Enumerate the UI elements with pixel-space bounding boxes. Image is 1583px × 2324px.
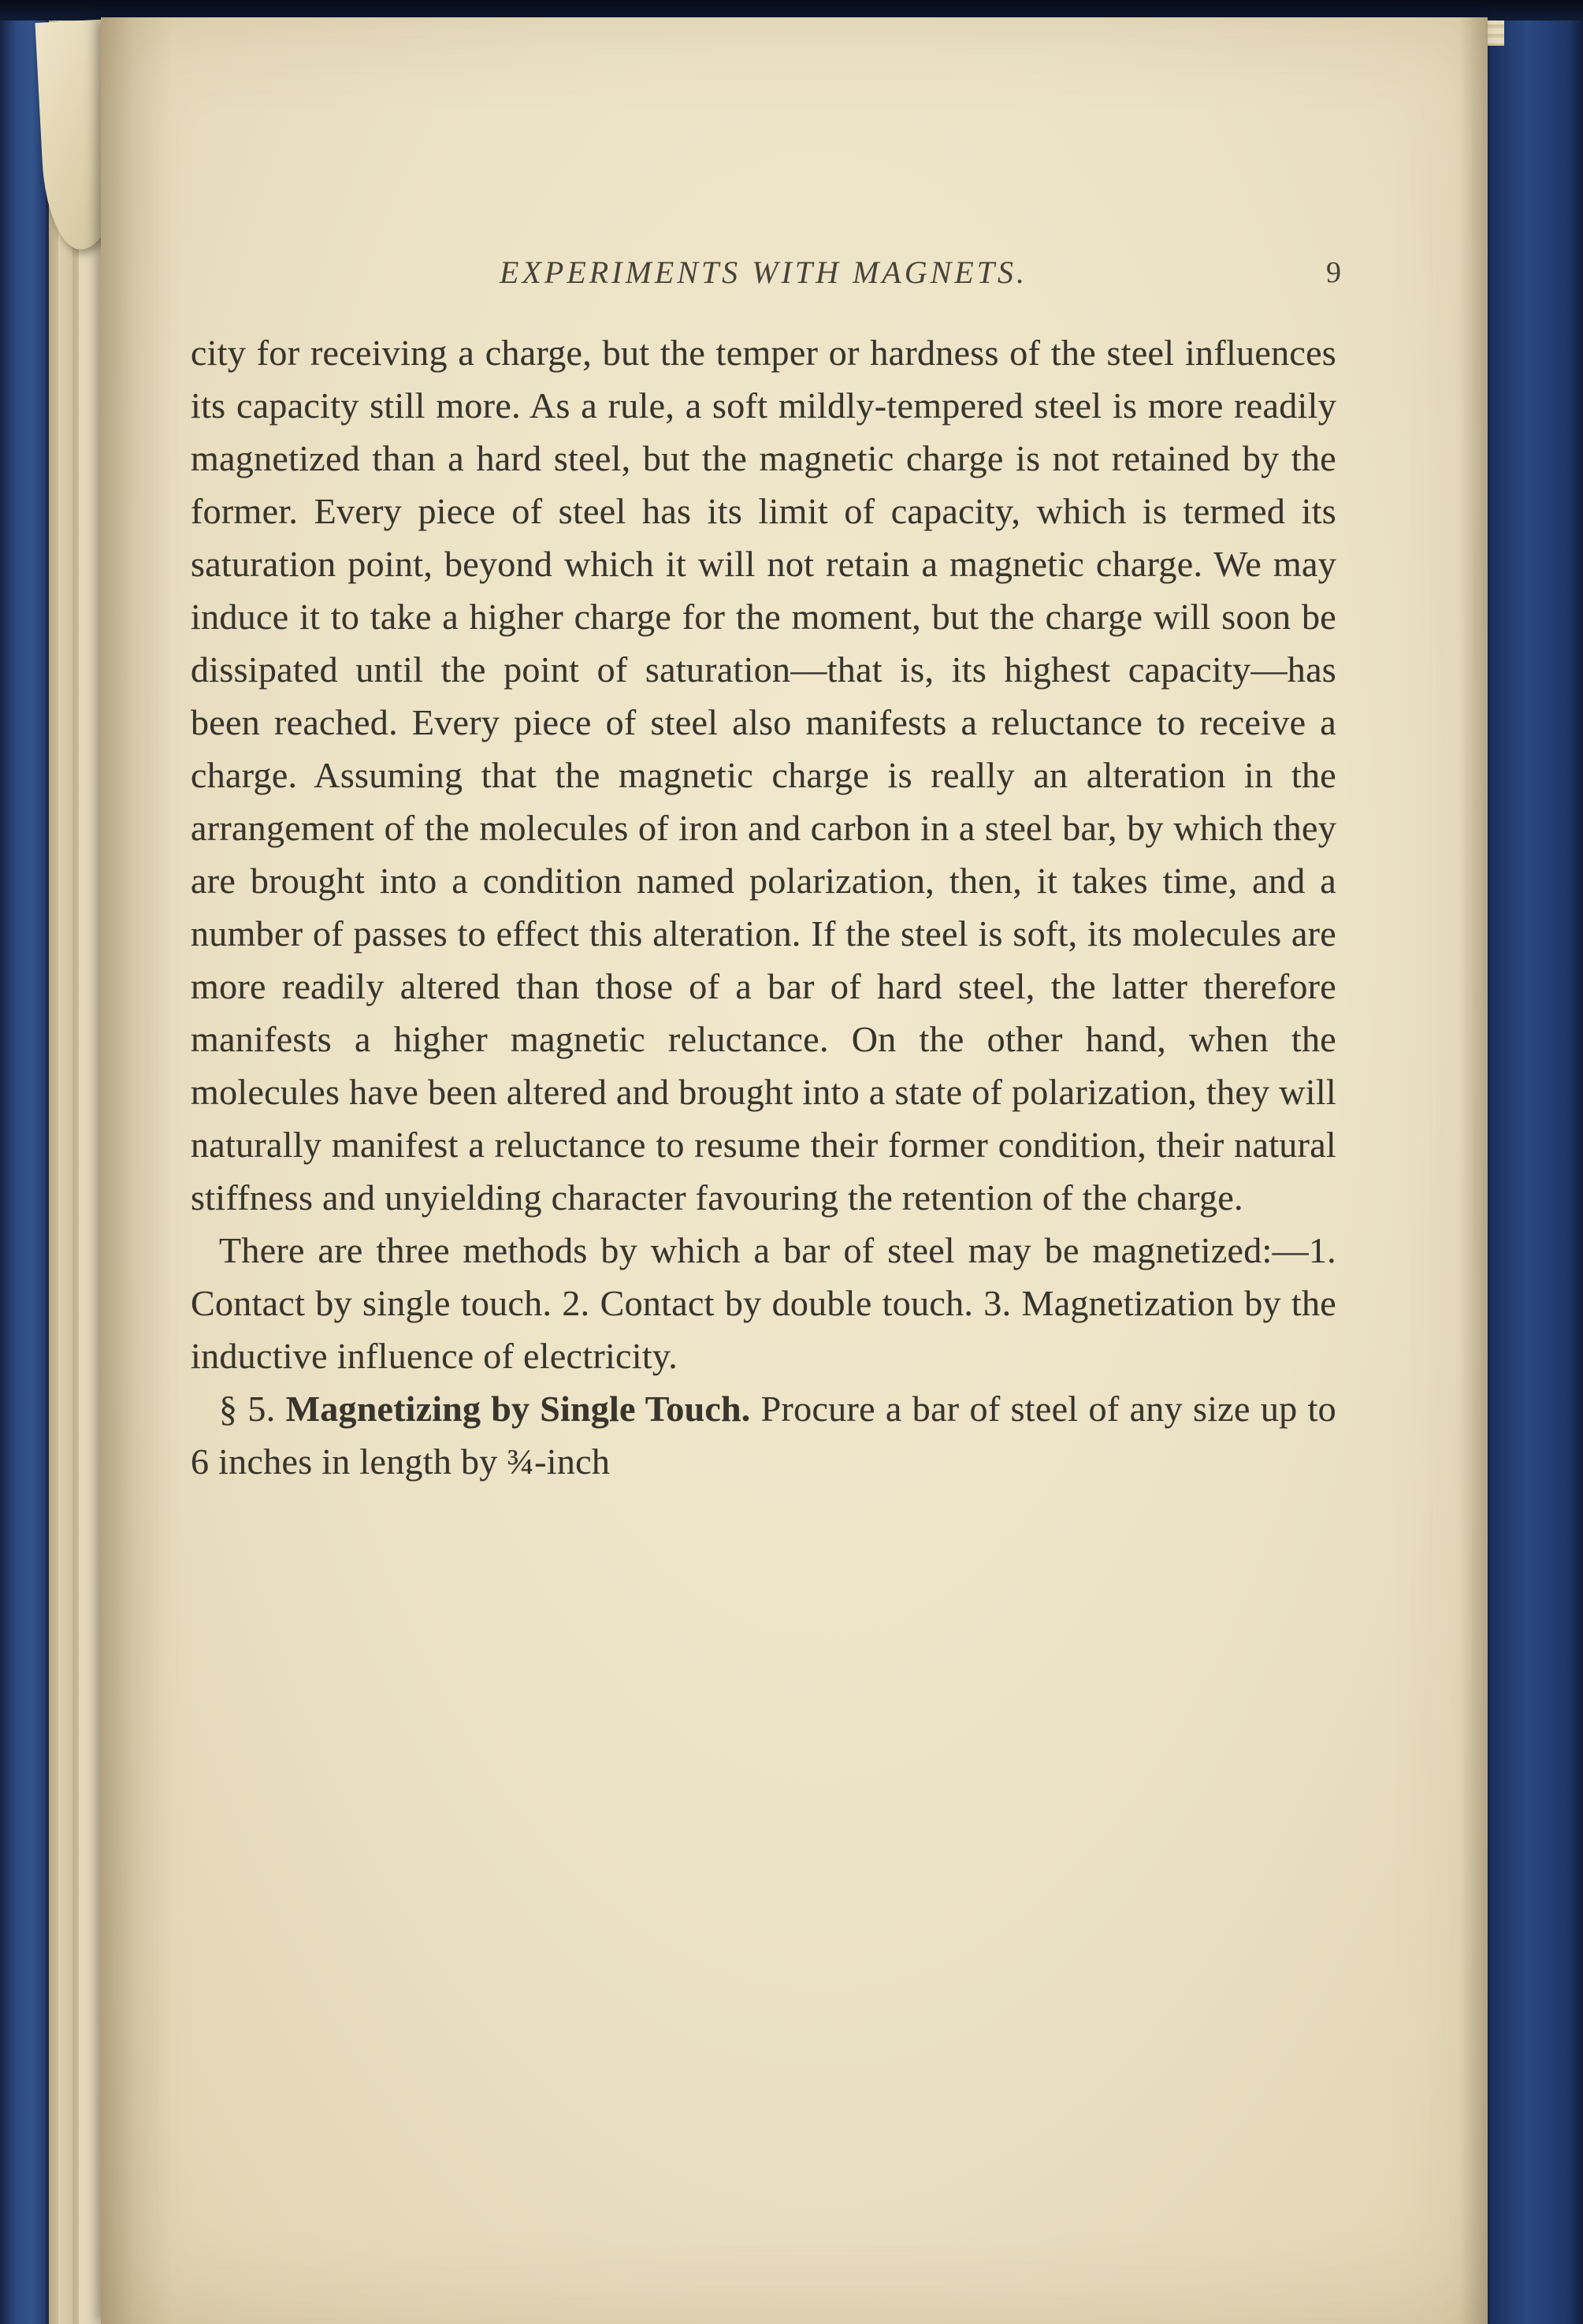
running-header-title: EXPERIMENTS WITH MAGNETS. bbox=[500, 255, 1027, 290]
page-content bbox=[101, 17, 1488, 1488]
section-body-text: Procure a bar of steel of any size up to 6 inches in length by ¾-inch bbox=[191, 1389, 1336, 1482]
page-number: 9 bbox=[1326, 256, 1341, 289]
paragraph-2: There are three methods by which a bar of steel may be magnetized:—1. Contact by single touch. 2. Contact by double touch. 3. Magnetization by the inductive influence of electricity. bbox=[191, 1230, 1336, 1376]
paragraph-3 bbox=[191, 1382, 1336, 1488]
section-mark: § 5. bbox=[219, 1389, 276, 1429]
book-page bbox=[101, 17, 1488, 2324]
page-body bbox=[191, 326, 1336, 1488]
page-edge-stack-left bbox=[46, 8, 102, 2324]
running-header bbox=[191, 254, 1341, 298]
book-cover-right bbox=[1490, 0, 1583, 2324]
paragraph-1: city for receiving a charge, but the temper or hardness of the steel influences its capacity still more. As a rule, a soft mildly-tempered steel is more readily magnetized than a hard steel, but the magnetic charge is not retained by the former. Every piece of steel has its limit of capacity, which is termed its saturation point, beyond which it will not retain a magnetic charge. We may induce it to take a higher charge for the moment, but the charge will soon be dissipated until the point of saturation—that is, its highest capacity—has been reached. Every piece of steel also manifests a reluctance to receive a charge. Assuming that the magnetic charge is really an alteration in the arrangement of the molecules of iron and carbon in a steel bar, by which they are brought into a condition named polarization, then, it takes time, and a number of passes to effect this alteration. If the steel is soft, its molecules are more readily altered than those of a bar of hard steel, the latter therefore manifests a higher magnetic reluctance. On the other hand, when the molecules have been altered and brought into a state of polarization, they will naturally manifest a reluctance to resume their former condition, their natural stiffness and unyielding character favouring the retention of the charge. bbox=[191, 333, 1336, 1218]
book-cover-left bbox=[0, 0, 46, 2324]
section-heading: Magnetizing by Single Touch. bbox=[285, 1389, 751, 1429]
